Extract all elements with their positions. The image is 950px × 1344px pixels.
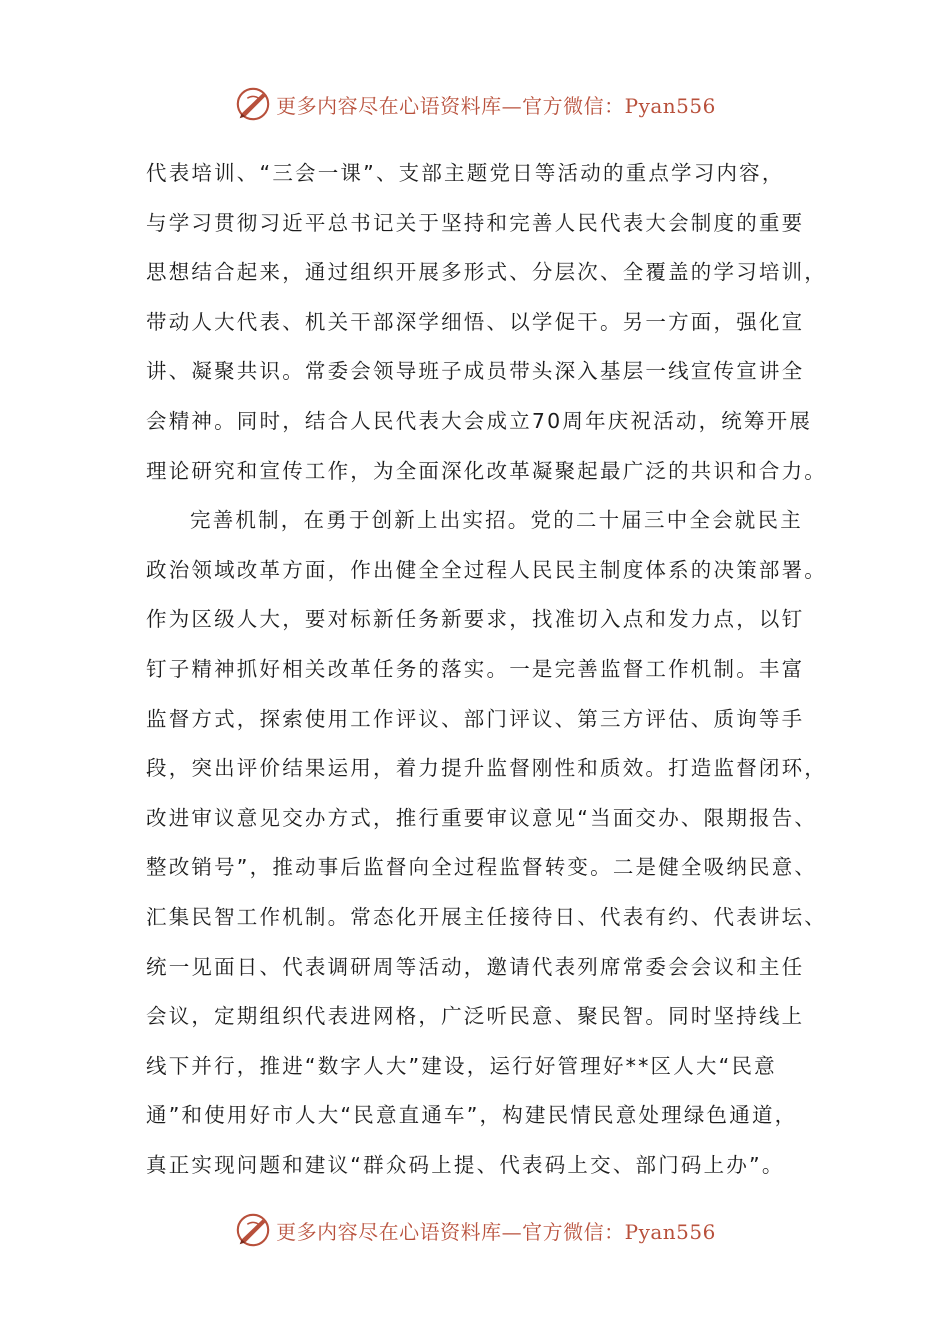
text-line: 整改销号”，推动事后监督向全过程监督转变。二是健全吸纳民意、 — [146, 855, 818, 880]
text-line: 政治领域改革方面，作出健全全过程人民民主制度体系的决策部署。 — [146, 557, 827, 582]
pen-logo-icon — [234, 85, 272, 123]
text-line: 会精神。同时，结合人民代表大会成立70周年庆祝活动，统筹开展 — [146, 408, 813, 433]
text-line: 作为区级人大，要对标新任务新要求，找准切入点和发力点，以钉 — [146, 607, 805, 632]
text-line: 汇集民智工作机制。常态化开展主任接待日、代表有约、代表讲坛、 — [146, 904, 827, 929]
text-line: 通”和使用好市人大“民意直通车”，构建民情民意处理绿色通道， — [146, 1103, 798, 1128]
text-line: 完善机制，在勇于创新上出实招。党的二十届三中全会就民主 — [190, 508, 803, 533]
text-line: 真正实现问题和建议“群众码上提、代表码上交、部门码上办”。 — [146, 1152, 785, 1177]
text-line: 思想结合起来，通过组织开展多形式、分层次、全覆盖的学习培训， — [146, 260, 827, 285]
text-line: 段，突出评价结果运用，着力提升监督刚性和质效。打造监督闭环， — [146, 756, 827, 781]
text-line: 统一见面日、代表调研周等活动，邀请代表列席常委会会议和主任 — [146, 954, 805, 979]
pen-logo-icon — [234, 1211, 272, 1249]
text-line: 线下并行，推进“数字人大”建设，运行好管理好**区人大“民意 — [146, 1053, 777, 1078]
text-line: 钉子精神抓好相关改革任务的落实。一是完善监督工作机制。丰富 — [146, 656, 805, 681]
text-line: 改进审议意见交办方式，推行重要审议意见“当面交办、限期报告、 — [146, 805, 818, 830]
text-line: 与学习贯彻习近平总书记关于坚持和完善人民代表大会制度的重要 — [146, 210, 805, 235]
text-line: 带动人大代表、机关干部深学细悟、以学促干。另一方面，强化宣 — [146, 309, 805, 334]
footer-banner-text: 更多内容尽在心语资料库—官方微信：Pyan556 — [276, 1219, 716, 1244]
text-line: 代表培训、“三会一课”、支部主题党日等活动的重点学习内容， — [146, 161, 785, 185]
text-line: 理论研究和宣传工作，为全面深化改革凝聚起最广泛的共识和合力。 — [146, 458, 827, 483]
header-banner-text: 更多内容尽在心语资料库—官方微信：Pyan556 — [276, 93, 716, 118]
text-line: 会议，定期组织代表进网格，广泛听民意、聚民智。同时坚持线上 — [146, 1004, 805, 1029]
footer-banner — [0, 1208, 950, 1252]
document-body — [146, 149, 826, 1190]
text-line: 监督方式，探索使用工作评议、部门评议、第三方评估、质询等手 — [146, 706, 805, 731]
header-banner — [0, 82, 950, 126]
text-line: 讲、凝聚共识。常委会领导班子成员带头深入基层一线宣传宣讲全 — [146, 359, 805, 384]
